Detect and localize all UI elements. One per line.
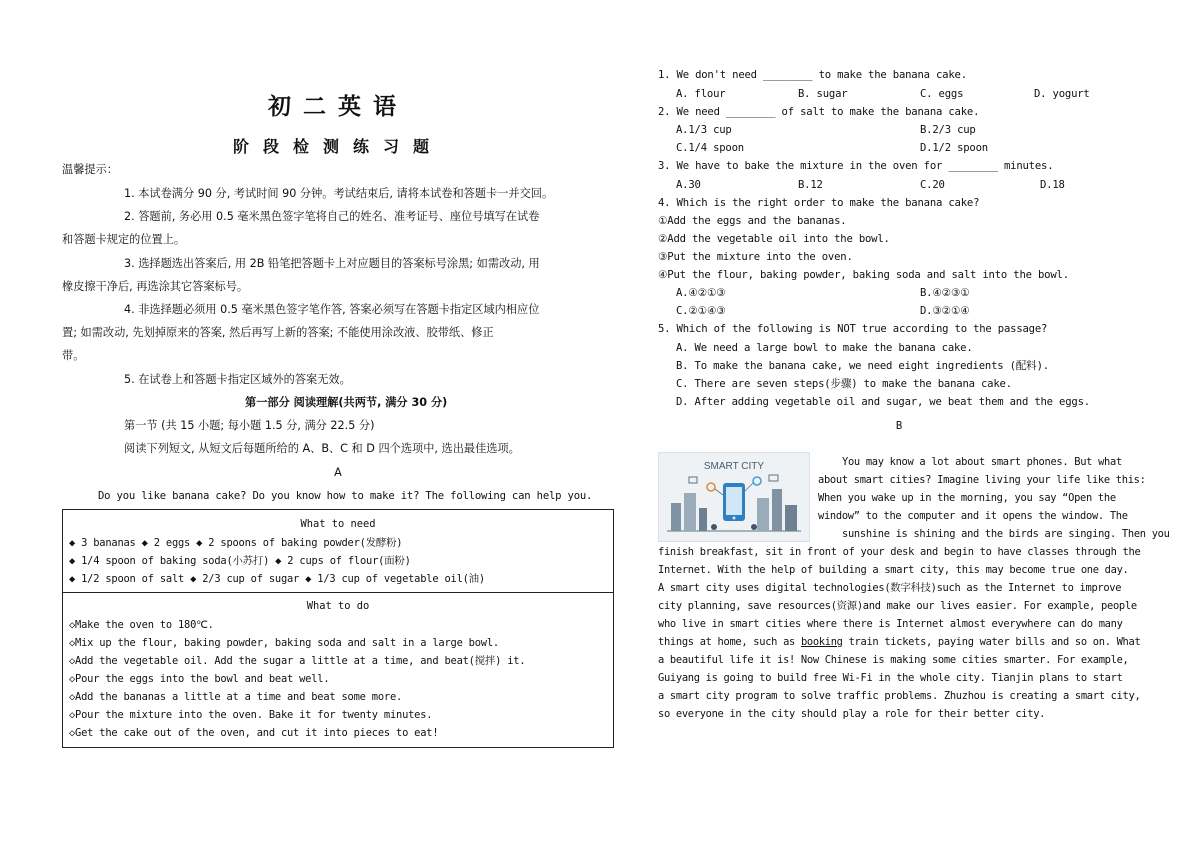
passage-b-line: Guiyang is going to build free Wi-Fi in the whole city. Tianjin plans to start — [658, 672, 1123, 684]
option: C. eggs — [920, 88, 964, 100]
smart-city-illustration — [659, 453, 809, 541]
notice-item: 橡皮擦干净后, 再选涂其它答案标号。 — [62, 280, 249, 293]
passage-b-line: sunshine is shining and the birds are singing. Then you — [842, 528, 1170, 540]
notice-item: 和答题卡规定的位置上。 — [62, 233, 186, 246]
passage-a-label: A — [334, 466, 342, 479]
option: C.1/4 spoon — [676, 142, 744, 154]
option: C.②①④③ — [676, 305, 726, 317]
question-stem: 5. Which of the following is NOT true according to the passage? — [658, 323, 1048, 335]
option: B. To make the banana cake, we need eight ingredients (配料). — [676, 360, 1049, 372]
notice-item: 置; 如需改动, 先划掉原来的答案, 然后再写上新的答案; 不能使用涂改液、胶带纸、修正 — [62, 326, 494, 339]
option: D. yogurt — [1034, 88, 1090, 100]
passage-b-line: who live in smart cities where there is Internet almost everywhere can do many — [658, 618, 1123, 630]
do-row: ◇Get the cake out of the oven, and cut it into pieces to eat! — [69, 727, 439, 739]
passage-b-line: finish breakfast, sit in front of your desk and begin to have classes through the — [658, 546, 1141, 558]
passage-b-line: a smart city program to solve traffic problems. Zhuzhou is creating a smart city, — [658, 690, 1141, 702]
need-row: ◆ 3 bananas ◆ 2 eggs ◆ 2 spoons of baking powder(发酵粉) — [69, 537, 403, 549]
passage-b-line-with-underline — [658, 633, 1140, 651]
option: D. After adding vegetable oil and sugar, we beat them and the eggs. — [676, 396, 1090, 408]
page-subtitle: 阶段检测练习题 — [232, 137, 443, 156]
smart-city-image — [658, 452, 810, 542]
passage-b-line: Internet. With the help of building a smart city, this may become true one day. — [658, 564, 1129, 576]
passage-b-line: so everyone in the city should play a role for their better city. — [658, 708, 1046, 720]
passage-b-line: When you wake up in the morning, you say “Open the — [818, 492, 1116, 504]
notice-item: 带。 — [62, 349, 85, 362]
part-title: 第一部分 阅读理解(共两节, 满分 30 分) — [245, 396, 448, 409]
passage-b-line: a beautiful life it is! Now Chinese is making some cities smarter. For example, — [658, 654, 1129, 666]
question-stem: 2. We need ________ of salt to make the banana cake. — [658, 106, 980, 118]
option: D.1/2 spoon — [920, 142, 988, 154]
passage-b-line: window” to the computer and it opens the window. The — [818, 510, 1128, 522]
page-title: 初二英语 — [268, 94, 408, 120]
notice-item: 3. 选择题选出答案后, 用 2B 铅笔把答题卡上对应题目的答案标号涂黑; 如需改动, 用 — [124, 257, 540, 270]
step: ④Put the flour, baking powder, baking soda and salt into the bowl. — [658, 269, 1069, 281]
do-row: ◇Mix up the flour, baking powder, baking soda and salt in a large bowl. — [69, 637, 499, 649]
notice-item: 2. 答题前, 务必用 0.5 毫米黑色签字笔将自己的姓名、准考证号、座位号填写在试卷 — [124, 210, 540, 223]
passage-b-line: You may know a lot about smart phones. But what — [842, 456, 1122, 468]
image-caption: SMART CITY — [703, 461, 765, 472]
box-divider — [63, 592, 613, 593]
do-row: ◇Pour the mixture into the oven. Bake it for twenty minutes. — [69, 709, 433, 721]
question-stem: 3. We have to bake the mixture in the oven for ________ minutes. — [658, 160, 1054, 172]
option: D.18 — [1040, 179, 1065, 191]
question-stem: 4. Which is the right order to make the banana cake? — [658, 197, 980, 209]
passage-b-line: about smart cities? Imagine living your life like this: — [818, 474, 1146, 486]
recipe-box — [62, 509, 614, 748]
option: B.2/3 cup — [920, 124, 976, 136]
passage-b-label: B — [895, 420, 903, 432]
do-row: ◇Add the vegetable oil. Add the sugar a little at a time, and beat(搅拌) it. — [69, 655, 526, 667]
step: ①Add the eggs and the bananas. — [658, 215, 847, 227]
passage-a-intro: Do you like banana cake? Do you know how to make it? The following can help you. — [98, 490, 593, 502]
need-header: What to need — [300, 518, 376, 530]
passage-b-text: things at home, such as — [658, 636, 801, 648]
notice-item: 4. 非选择题必须用 0.5 毫米黑色签字笔作答, 答案必须写在答题卡指定区域内相应位 — [124, 303, 540, 316]
notice-item: 1. 本试卷满分 90 分, 考试时间 90 分钟。考试结束后, 请将本试卷和答题卡一并交回。 — [124, 187, 554, 200]
passage-b-line: A smart city uses digital technologies(数字科技)such as the Internet to improve — [658, 582, 1122, 594]
option: A.30 — [676, 179, 701, 191]
instruction: 阅读下列短文, 从短文后每题所给的 A、B、C 和 D 四个选项中, 选出最佳选项。 — [124, 442, 520, 455]
step: ③Put the mixture into the oven. — [658, 251, 853, 263]
option: C. There are seven steps(步骤) to make the banana cake. — [676, 378, 1012, 390]
passage-b-text: train tickets, paying water bills and so on. What — [842, 636, 1141, 648]
option: A.1/3 cup — [676, 124, 732, 136]
option: A. We need a large bowl to make the banana cake. — [676, 342, 973, 354]
notice-label: 温馨提示： — [62, 163, 118, 176]
option: A.④②①③ — [676, 287, 726, 299]
option: B.12 — [798, 179, 823, 191]
option: A. flour — [676, 88, 726, 100]
need-row: ◆ 1/2 spoon of salt ◆ 2/3 cup of sugar ◆ 1/3 cup of vegetable oil(油) — [69, 573, 485, 585]
subsection-title: 第一节 (共 15 小题; 每小题 1.5 分, 满分 22.5 分) — [124, 419, 375, 432]
option: D.③②①④ — [920, 305, 970, 317]
notice-item: 5. 在试卷上和答题卡指定区域外的答案无效。 — [124, 373, 351, 386]
do-row: ◇Pour the eggs into the bowl and beat well. — [69, 673, 330, 685]
need-row: ◆ 1/4 spoon of baking soda(小苏打) ◆ 2 cups of flour(面粉) — [69, 555, 411, 567]
do-row: ◇Add the bananas a little at a time and beat some more. — [69, 691, 403, 703]
do-row: ◇Make the oven to 180℃. — [69, 619, 214, 631]
question-stem: 1. We don't need ________ to make the banana cake. — [658, 69, 967, 81]
option: B.④②③① — [920, 287, 970, 299]
option: B. sugar — [798, 88, 848, 100]
option: C.20 — [920, 179, 945, 191]
do-header: What to do — [306, 600, 370, 612]
passage-b-line: city planning, save resources(资源)and make our lives easier. For example, people — [658, 600, 1137, 612]
underlined-word: booking — [800, 636, 843, 648]
step: ②Add the vegetable oil into the bowl. — [658, 233, 890, 245]
